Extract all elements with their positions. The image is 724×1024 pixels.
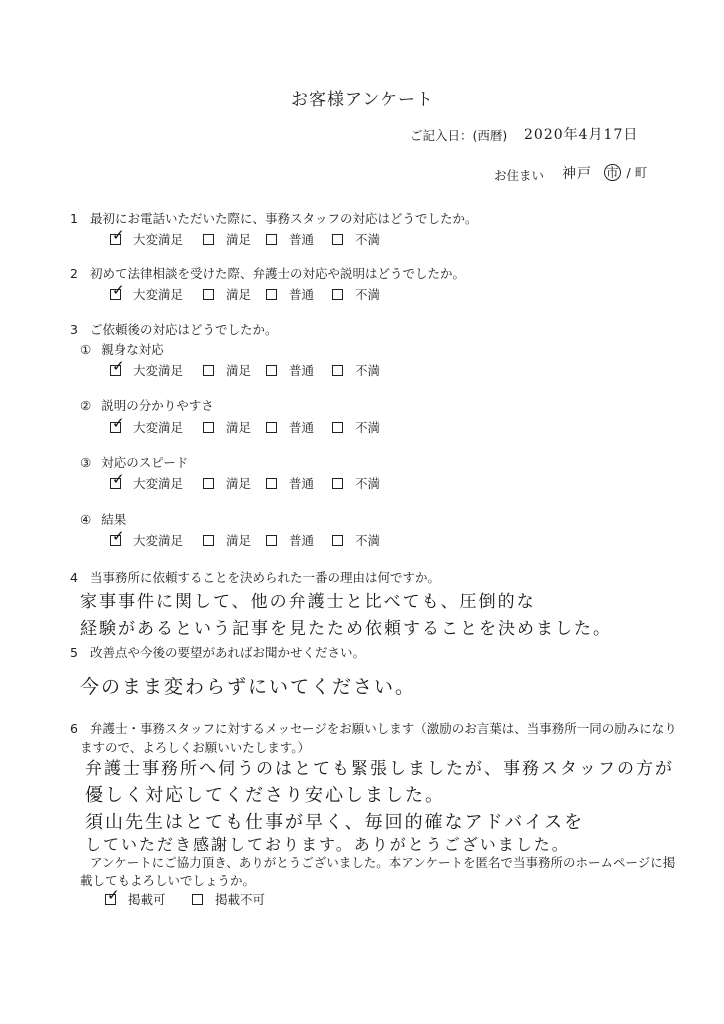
option-label: 普通	[289, 363, 315, 378]
option-label: 満足	[226, 476, 252, 491]
option-label: 満足	[226, 232, 252, 247]
checkbox[interactable]	[203, 478, 214, 489]
handwritten-answer-q4-line2: 経験があるという記事を見たため依頼することを決めました。	[80, 619, 612, 639]
option-q3-1-fuman[interactable]	[332, 361, 380, 379]
checkbox[interactable]	[203, 289, 214, 300]
subquestion-text: 結果	[101, 512, 127, 527]
address-city-suffix: 市 / 町	[606, 165, 648, 180]
question-2	[70, 264, 465, 282]
subquestion-number: ④	[80, 512, 92, 527]
question-6	[70, 719, 677, 737]
subquestion-number: ①	[80, 342, 92, 357]
subquestion-number: ③	[80, 455, 92, 470]
checkbox[interactable]	[203, 234, 214, 245]
question-5	[70, 643, 365, 661]
checkbox[interactable]	[266, 365, 277, 376]
option-label: 普通	[289, 420, 315, 435]
option-label: 不満	[355, 476, 381, 491]
option-q3-1-daimanzoku[interactable]	[110, 356, 184, 379]
question-number: 6	[70, 721, 78, 736]
checkbox[interactable]	[110, 413, 125, 433]
subquestion-1	[80, 340, 164, 358]
page-title: お客様アンケート	[291, 90, 434, 110]
option-q3-3-manzoku[interactable]	[203, 474, 251, 492]
option-q3-2-daimanzoku[interactable]	[110, 413, 184, 436]
handwritten-answer-q4-line1: 家事事件に関して、他の弁護士と比べても、圧倒的な	[80, 592, 536, 612]
option-q3-3-fuman[interactable]	[332, 474, 380, 492]
question-number: 2	[70, 266, 78, 281]
check-mark-icon: ✓	[112, 413, 125, 432]
checkbox[interactable]	[110, 356, 125, 376]
checkbox[interactable]	[203, 422, 214, 433]
option-label: 満足	[226, 420, 252, 435]
checkbox[interactable]	[332, 365, 343, 376]
address-suffix-circled: 市	[606, 165, 619, 180]
checkbox[interactable]	[332, 234, 343, 245]
option-label: 不満	[355, 232, 381, 247]
option-q3-2-manzoku[interactable]	[203, 418, 251, 436]
option-q3-2-futsu[interactable]	[266, 418, 314, 436]
question-number: 5	[70, 645, 78, 660]
option-q1-daimanzoku[interactable]	[110, 225, 184, 248]
address-label: お住まい	[494, 168, 545, 183]
option-label: 掲載不可	[215, 892, 266, 907]
option-q3-4-futsu[interactable]	[266, 531, 314, 549]
check-mark-icon: ✓	[112, 356, 125, 375]
check-mark-icon: ✓	[112, 225, 125, 244]
question-text: 弁護士・事務スタッフに対するメッセージをお願いします（激励のお言葉は、当事務所一同の励みになり	[89, 721, 677, 736]
check-mark-icon: ✓	[112, 469, 125, 488]
option-label: 大変満足	[133, 363, 184, 378]
checkbox[interactable]	[203, 365, 214, 376]
checkbox[interactable]	[110, 526, 125, 546]
option-label: 不満	[355, 420, 381, 435]
option-label: 掲載可	[128, 892, 166, 907]
checkbox[interactable]	[110, 469, 125, 489]
option-q1-futsu[interactable]	[266, 230, 314, 248]
option-q3-3-daimanzoku[interactable]	[110, 469, 184, 492]
question-3	[70, 320, 277, 338]
option-label: 普通	[289, 533, 315, 548]
option-q1-manzoku[interactable]	[203, 230, 251, 248]
handwritten-answer-q5: 今のまま変わらずにいてください。	[80, 676, 417, 698]
subquestion-3	[80, 453, 188, 471]
subquestion-text: 対応のスピード	[101, 455, 189, 470]
handwritten-answer-q6-line3: 須山先生はとても仕事が早く、毎回的確なアドバイスを	[85, 812, 585, 833]
option-q2-fuman[interactable]	[332, 285, 380, 303]
question-number: 1	[70, 211, 78, 226]
checkbox[interactable]	[332, 422, 343, 433]
option-q3-4-daimanzoku[interactable]	[110, 526, 184, 549]
question-number: 3	[70, 322, 78, 337]
subquestion-text: 親身な対応	[101, 342, 164, 357]
subquestion-text: 説明の分かりやすさ	[101, 398, 214, 413]
option-q2-daimanzoku[interactable]	[110, 280, 184, 303]
handwritten-answer-q6-line2: 優しく対応してくださり安心しました。	[85, 785, 445, 806]
address-city: 神戸	[562, 166, 592, 182]
subquestion-2	[80, 396, 214, 414]
option-q3-4-manzoku[interactable]	[203, 531, 251, 549]
check-mark-icon: ✓	[112, 280, 125, 299]
option-q3-1-futsu[interactable]	[266, 361, 314, 379]
option-label: 満足	[226, 363, 252, 378]
question-1	[70, 209, 477, 227]
option-label: 不満	[355, 363, 381, 378]
option-label: 普通	[289, 476, 315, 491]
question-text: 初めて法律相談を受けた際、弁護士の対応や説明はどうでしたか。	[89, 266, 465, 281]
option-publish-allowed[interactable]	[105, 885, 166, 908]
date-label: ご記入日：(西暦)	[410, 128, 508, 143]
question-text: 改善点や今後の要望があればお聞かせください。	[89, 645, 365, 660]
check-mark-icon: ✓	[112, 526, 125, 545]
option-q3-1-manzoku[interactable]	[203, 361, 251, 379]
question-text: ご依頼後の対応はどうでしたか。	[89, 322, 278, 337]
option-label: 満足	[226, 287, 252, 302]
checkbox[interactable]	[203, 535, 214, 546]
checkbox[interactable]	[332, 535, 343, 546]
checkbox[interactable]	[110, 280, 125, 300]
question-number: 4	[70, 570, 78, 585]
checkbox[interactable]	[266, 535, 277, 546]
address-suffix-town: 町	[634, 165, 648, 180]
option-label: 大変満足	[133, 232, 184, 247]
option-label: 大変満足	[133, 420, 184, 435]
checkbox[interactable]	[266, 234, 277, 245]
footer-line1: アンケートにご協力頂き、ありがとうございました。本アンケートを匿名で当事務所のホームページに掲	[90, 855, 676, 870]
check-mark-icon: ✓	[107, 885, 120, 904]
option-label: 普通	[289, 287, 315, 302]
option-label: 不満	[355, 533, 381, 548]
footer-line2: 載してもよろしいでしょうか。	[80, 873, 256, 888]
checkbox[interactable]	[266, 422, 277, 433]
option-q1-fuman[interactable]	[332, 230, 380, 248]
handwritten-answer-q6-line4: していただき感謝しております。ありがとうございました。	[85, 835, 570, 854]
option-label: 普通	[289, 232, 315, 247]
checkbox[interactable]	[110, 225, 125, 245]
question-text: 当事務所に依頼することを決められた一番の理由は何ですか。	[89, 570, 440, 585]
checkbox[interactable]	[105, 885, 120, 905]
question-text: 最初にお電話いただいた際に、事務スタッフの対応はどうでしたか。	[89, 211, 478, 226]
option-label: 不満	[355, 287, 381, 302]
option-label: 満足	[226, 533, 252, 548]
handwritten-answer-q6-line1: 弁護士事務所へ伺うのはとても緊張しましたが、事務スタッフの方が	[85, 759, 674, 779]
option-label: 大変満足	[133, 287, 184, 302]
option-q3-4-fuman[interactable]	[332, 531, 380, 549]
checkbox[interactable]	[332, 478, 343, 489]
checkbox[interactable]	[266, 478, 277, 489]
checkbox[interactable]	[192, 894, 203, 905]
option-label: 大変満足	[133, 533, 184, 548]
question-4	[70, 568, 440, 586]
option-q2-manzoku[interactable]	[203, 285, 251, 303]
checkbox[interactable]	[266, 289, 277, 300]
option-label: 大変満足	[133, 476, 184, 491]
option-q3-3-futsu[interactable]	[266, 474, 314, 492]
date-value: 2020年4月17日	[524, 127, 639, 143]
option-q2-futsu[interactable]	[266, 285, 314, 303]
subquestion-4	[80, 510, 126, 528]
question-6-continued: ますので、よろしくお願いいたします。）	[80, 740, 311, 755]
subquestion-number: ②	[80, 398, 92, 413]
option-publish-not-allowed[interactable]	[192, 890, 265, 908]
option-q3-2-fuman[interactable]	[332, 418, 380, 436]
checkbox[interactable]	[332, 289, 343, 300]
